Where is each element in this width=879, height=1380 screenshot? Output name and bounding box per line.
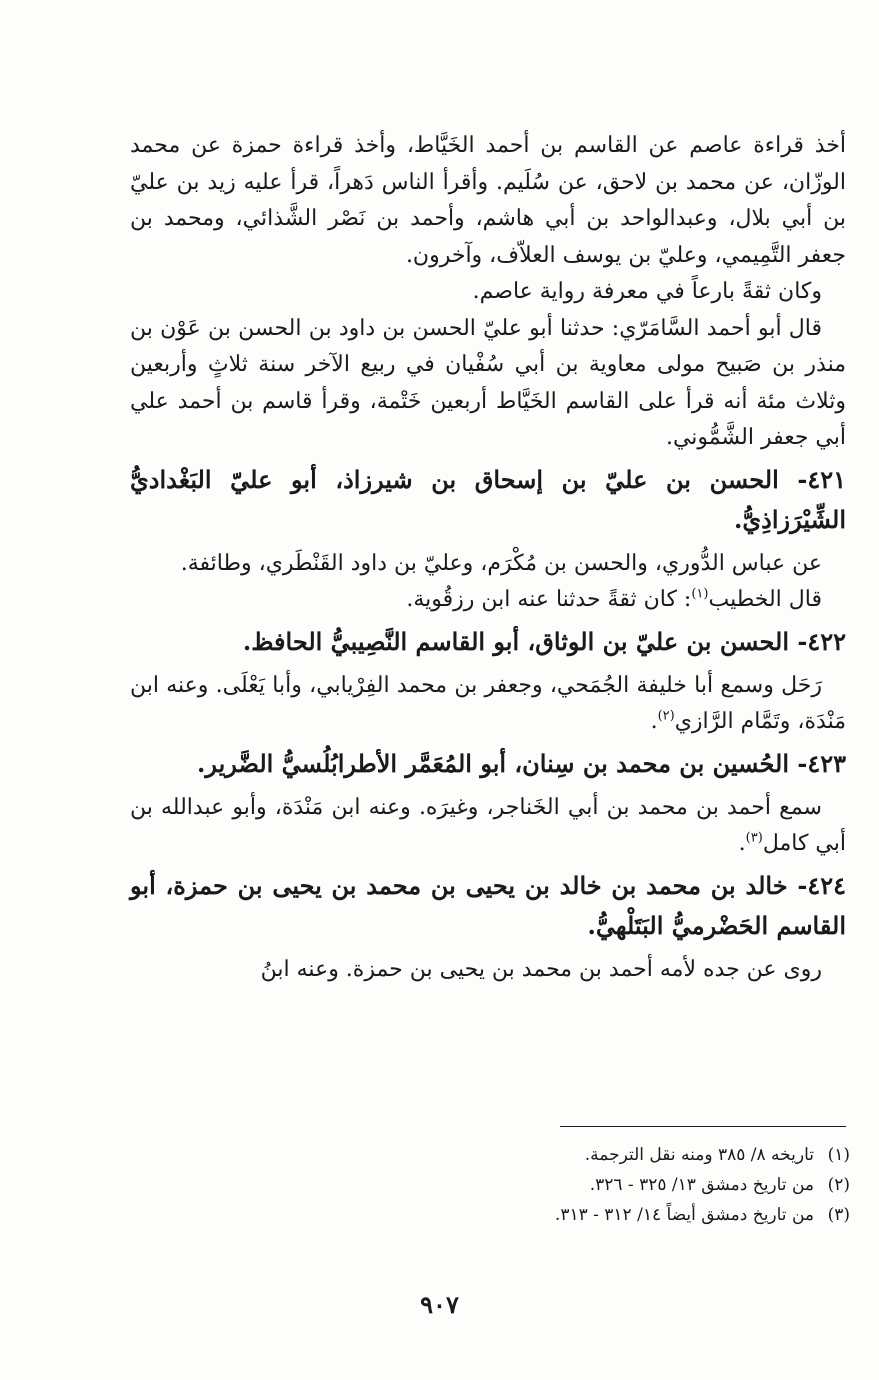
paragraph: عن عباس الدُّوري، والحسن بن مُكْرَم، وعليّ بن داود القَنْطَري، وطائفة. <box>180 550 822 576</box>
footnote-text: تاريخه ٨/ ٣٨٥ ومنه نقل الترجمة. <box>584 1145 814 1165</box>
entry-title: خالد بن محمد بن خالد بن يحيى بن محمد بن يحيى بن حمزة، أبو القاسم الحَضْرميُّ البَتَلْهيُّ. <box>130 870 846 940</box>
paragraph: أخذ قراءة عاصم عن القاسم بن أحمد الخَيَّاط، وأخذ قراءة حمزة عن محمد الوزّان، عن محمد بن لاحق، عن سُلَيم. وأقرأ الناس دَهراً، قرأ عليه زيد بن عليّ بن أبي بلال، وعبدالواحد بن أبي هاشم، وأحمد بن نَصْر الشَّذائي، ومحمد بن جعفر التَّمِيمي، وعليّ بن يوسف العلاّف، وآخرون. <box>130 133 846 268</box>
footnote <box>360 1200 850 1230</box>
footnote-ref: (١) <box>691 586 709 602</box>
paragraph: روى عن جده لأمه أحمد بن محمد بن يحيى بن حمزة. وعنه ابنُ <box>260 956 822 982</box>
footnote-ref: (٢) <box>657 708 675 724</box>
text-run: سمع أحمد بن محمد بن أبي الخَناجر، وغيرَه. وعنه ابن مَنْدَة، وأبو عبدالله بن أبي كامل <box>130 794 846 856</box>
text-run: رَحَل وسمع أبا خليفة الجُمَحي، وجعفر بن محمد الفِرْيابي، وأبا يَعْلَى. وعنه ابن مَنْدَة، وتَمَّام الرَّازي <box>130 672 846 734</box>
entry-heading-421 <box>130 460 846 540</box>
footnote-text: من تاريخ دمشق أيضاً ١٤/ ٣١٢ - ٣١٣. <box>554 1205 814 1225</box>
entry-number: ٤٢٣- <box>797 748 846 778</box>
footnote-marker: (٣) <box>827 1205 850 1225</box>
paragraph <box>130 582 846 619</box>
paragraph <box>130 668 846 741</box>
paragraph: وكان ثقةً بارعاً في معرفة رواية عاصم. <box>472 279 822 304</box>
entry-heading-423 <box>130 744 846 784</box>
entry-title: الحسن بن عليّ بن الوثاق، أبو القاسم النَّصِيبيُّ الحافظ. <box>242 626 789 656</box>
text-run: : كان ثقةً حدثنا عنه ابن رزقُوية. <box>406 587 692 612</box>
entry-number: ٤٢٤- <box>797 870 846 900</box>
text-run: . <box>650 709 658 734</box>
footnote <box>360 1140 850 1170</box>
entry-title: الحُسين بن محمد بن سِنان، أبو المُعَمَّر الأطرابُلُسيُّ الضَّرير. <box>196 748 789 778</box>
footnote-divider <box>560 1126 846 1127</box>
entry-heading-422 <box>130 622 846 662</box>
entry-number: ٤٢١- <box>797 464 846 494</box>
paragraph: قال أبو أحمد السَّامَرّي: حدثنا أبو عليّ الحسن بن داود بن الحسن بن عَوْن بن منذر بن صَبيح مولى معاوية بن أبي سُفْيان في ربيع الآخر سنة ثلاثٍ وأربعين وثلاث مئة أنه قرأ على القاسم الخَيَّاط أربعين خَتْمة، وقرأ قاسم بن أحمد علي أبي جعفر الشَّمُّوني. <box>130 315 846 450</box>
text-run: . <box>738 831 746 856</box>
footnote-marker: (١) <box>827 1145 850 1165</box>
footnote-ref: (٣) <box>745 830 763 846</box>
footnotes <box>360 1140 850 1230</box>
footnote <box>360 1170 850 1200</box>
text-run: قال الخطيب <box>708 587 822 612</box>
footnote-text: من تاريخ دمشق ١٣/ ٣٢٥ - ٣٢٦. <box>589 1175 814 1195</box>
main-text <box>130 128 846 988</box>
page-number: ٩٠٧ <box>420 1290 459 1319</box>
entry-heading-424 <box>130 866 846 946</box>
paragraph <box>130 790 846 863</box>
entry-number: ٤٢٢- <box>797 626 846 656</box>
entry-title: الحسن بن عليّ بن إسحاق بن شيرزاذ، أبو عليّ البَغْداديُّ الشِّيْرَزاذِيُّ. <box>130 464 846 534</box>
footnote-marker: (٢) <box>827 1175 850 1195</box>
